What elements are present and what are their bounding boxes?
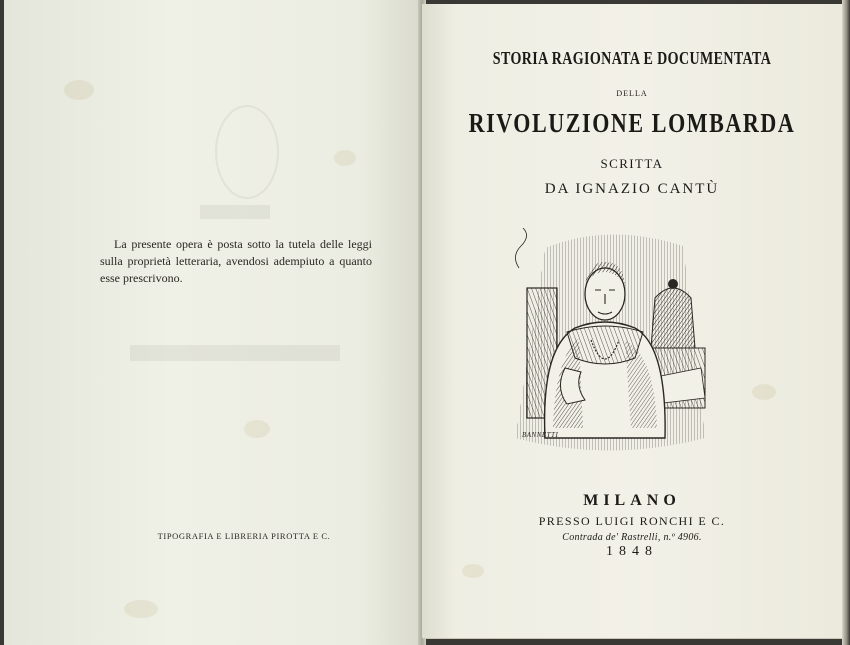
cape bbox=[567, 326, 643, 364]
foxing-stain bbox=[244, 420, 270, 438]
foxing-stain bbox=[462, 564, 484, 578]
author-line: DA IGNAZIO CANTÙ bbox=[544, 181, 720, 197]
publisher-address: Contrada de' Rastrelli, n.º 4906. bbox=[562, 532, 702, 543]
bleed-through-mark bbox=[215, 105, 279, 199]
left-page bbox=[4, 0, 422, 645]
main-title: RIVOLUZIONE LOMBARDA bbox=[468, 106, 796, 138]
publication-year: 1848 bbox=[606, 544, 658, 559]
publication-city: MILANO bbox=[583, 492, 681, 509]
written-by-label: SCRITTA bbox=[600, 156, 664, 171]
foxing-stain bbox=[64, 80, 94, 100]
foxing-stain bbox=[334, 150, 356, 166]
tiara bbox=[651, 288, 695, 348]
foxing-stain bbox=[752, 384, 776, 400]
bleed-through-mark bbox=[130, 345, 340, 361]
title-line-1: STORIA RAGIONATA E DOCUMENTATA bbox=[492, 50, 772, 69]
copyright-notice: La presente opera è posta sotto la tutela delle leggi sulla proprietà letteraria, avendosi adempiuto a quanto esse prescrivono. bbox=[100, 237, 372, 285]
title-line-2: DELLA bbox=[616, 89, 648, 98]
printer-imprint: TIPOGRAFIA E LIBRERIA PIROTTA E C. bbox=[157, 531, 331, 541]
tiara-top bbox=[668, 279, 678, 289]
publisher-line: PRESSO LUIGI RONCHI E C. bbox=[538, 514, 726, 528]
page-edge bbox=[842, 0, 850, 645]
smoke-lines bbox=[515, 228, 526, 268]
bleed-through-mark bbox=[200, 205, 270, 219]
foxing-stain bbox=[124, 600, 158, 618]
portrait-engraving bbox=[505, 228, 713, 458]
engraver-signature: BANNETTI bbox=[522, 431, 559, 439]
